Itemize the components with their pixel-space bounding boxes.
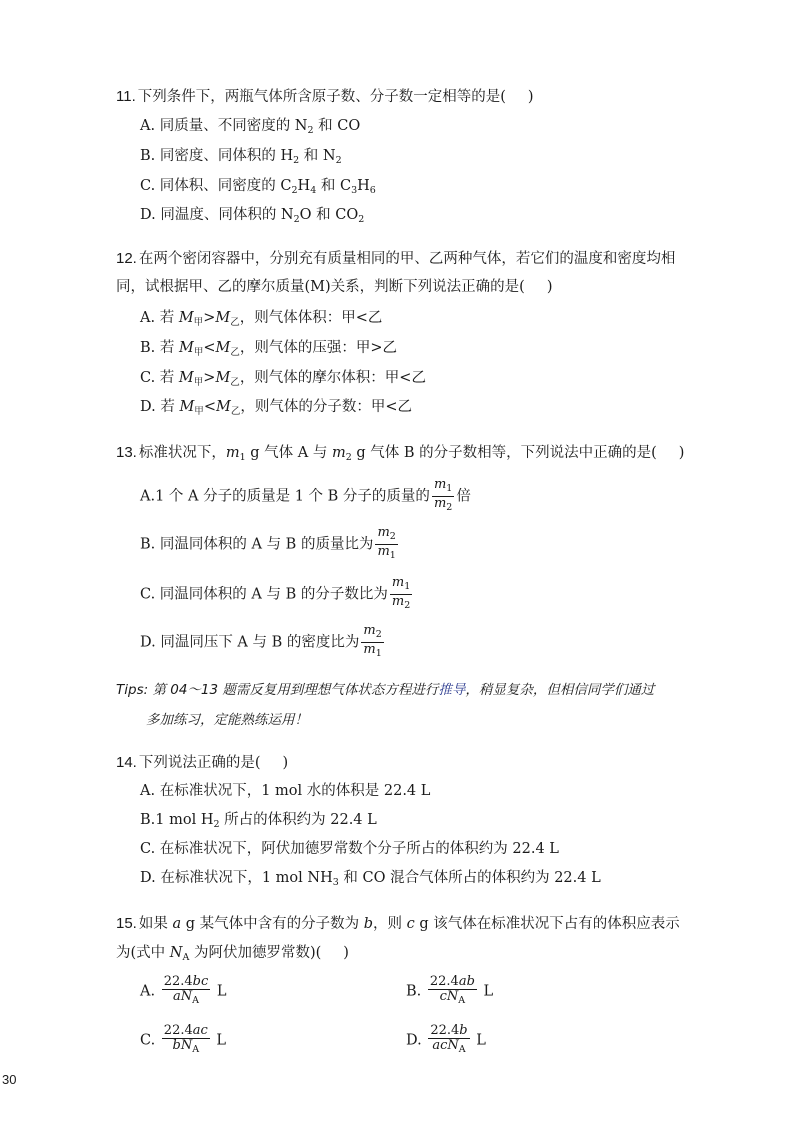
fraction: $\frac{m_1}{m_2}$ — [391, 575, 411, 611]
option-14-c: C. 在标准状况下，阿伏加德罗常数个分子所占的体积约为 22.4 L — [140, 841, 559, 857]
fraction: $\frac{m_2}{m_1}$ — [377, 525, 396, 561]
question-14-stem: 14. 下列说法正确的是( ) — [116, 754, 289, 771]
question-number: 12. — [116, 250, 137, 267]
option-12-b: B. 若 $M_甲<M_乙$，则气体的压强：甲>乙 — [140, 340, 398, 358]
option-15-b: B. $\frac{22.4ab}{cN_A}$ L — [406, 974, 494, 1006]
option-11-c: C. 同体积、同密度的 $C_2H_4$ 和 $C_3H_6$ — [140, 178, 376, 196]
fraction: $\frac{m_1}{m_2}$ — [433, 477, 453, 513]
question-number: 15. — [116, 915, 137, 932]
option-15-d: D. $\frac{22.4b}{acN_A}$ L — [406, 1023, 486, 1055]
option-11-d: D. 同温度、同体积的 $N_2O$ 和 $CO_2$ — [140, 207, 365, 225]
fraction: $\frac{m_2}{m_1}$ — [363, 623, 382, 659]
question-15-stem: 15. 如果 a g 某气体中含有的分子数为 b，则 c g 该气体在标准状况下占有的体积应表示 为(式中 $N_A$ 为阿伏加德罗常数)( ) — [116, 915, 680, 963]
option-15-a: A. $\frac{22.4bc}{aN_A}$ L — [140, 974, 227, 1006]
question-number: 11. — [116, 88, 136, 105]
option-13-c: C. 同温同体积的 A 与 B 的分子数比为 $\frac{m_1}{m_2}$ — [140, 575, 411, 611]
option-15-c: C. $\frac{22.4ac}{bN_A}$ L — [140, 1023, 227, 1055]
tips-label: Tips: — [116, 682, 149, 698]
option-13-a: A.1 个 A 分子的质量是 1 个 B 分子的质量的 $\frac{m_1}{m_2}$ 倍 — [140, 477, 471, 513]
fraction: $\frac{22.4bc}{aN_A}$ — [163, 974, 209, 1006]
option-13-d: D. 同温同压下 A 与 B 的密度比为 $\frac{m_2}{m_1}$ — [140, 623, 382, 659]
fraction: $\frac{22.4ac}{bN_A}$ — [163, 1023, 208, 1055]
page-number: 30 — [2, 1072, 17, 1087]
option-12-d: D. 若 $M_甲<M_乙$，则气体的分子数：甲<乙 — [140, 399, 412, 417]
fraction: $\frac{22.4b}{acN_A}$ — [430, 1023, 468, 1055]
question-number: 14. — [116, 754, 137, 771]
fraction: $\frac{22.4ab}{cN_A}$ — [429, 974, 475, 1006]
option-14-a: A. 在标准状况下，1 mol 水的体积是 22.4 L — [140, 783, 431, 799]
question-number: 13. — [116, 444, 137, 461]
option-12-a: A. 若 $M_甲>M_乙$，则气体体积：甲<乙 — [140, 310, 383, 328]
option-11-a: A. 同质量、不同密度的 $N_2$ 和 CO — [140, 118, 361, 136]
question-13-stem: 13. 标准状况下，$m_1$ g 气体 A 与 $m_2$ g 气体 B 的分子数相等，下列说法中正确的是( ) — [116, 444, 685, 463]
option-12-c: C. 若 $M_甲>M_乙$，则气体的摩尔体积：甲<乙 — [140, 370, 426, 388]
question-11-stem: 11. 下列条件下，两瓶气体所含原子数、分子数一定相等的是( ) — [116, 88, 534, 105]
tips-note: Tips: 第 04～13 题需反复用到理想气体状态方程进行推导，稍显复杂，但相信同学们通过 多加练习，定能熟练运用！ — [116, 682, 655, 728]
option-14-b: B.1 mol $H_2$ 所占的体积约为 22.4 L — [140, 812, 377, 830]
option-13-b: B. 同温同体积的 A 与 B 的质量比为 $\frac{m_2}{m_1}$ — [140, 525, 396, 561]
option-14-d: D. 在标准状况下，1 mol $NH_3$ 和 CO 混合气体所占的体积约为 22.4 L — [140, 870, 601, 888]
option-11-b: B. 同密度、同体积的 $H_2$ 和 $N_2$ — [140, 148, 342, 166]
question-12-stem: 12. 在两个密闭容器中，分别充有质量相同的甲、乙两种气体，若它们的温度和密度均相 同，试根据甲、乙的摩尔质量(M)关系，判断下列说法正确的是( ) — [116, 250, 676, 295]
